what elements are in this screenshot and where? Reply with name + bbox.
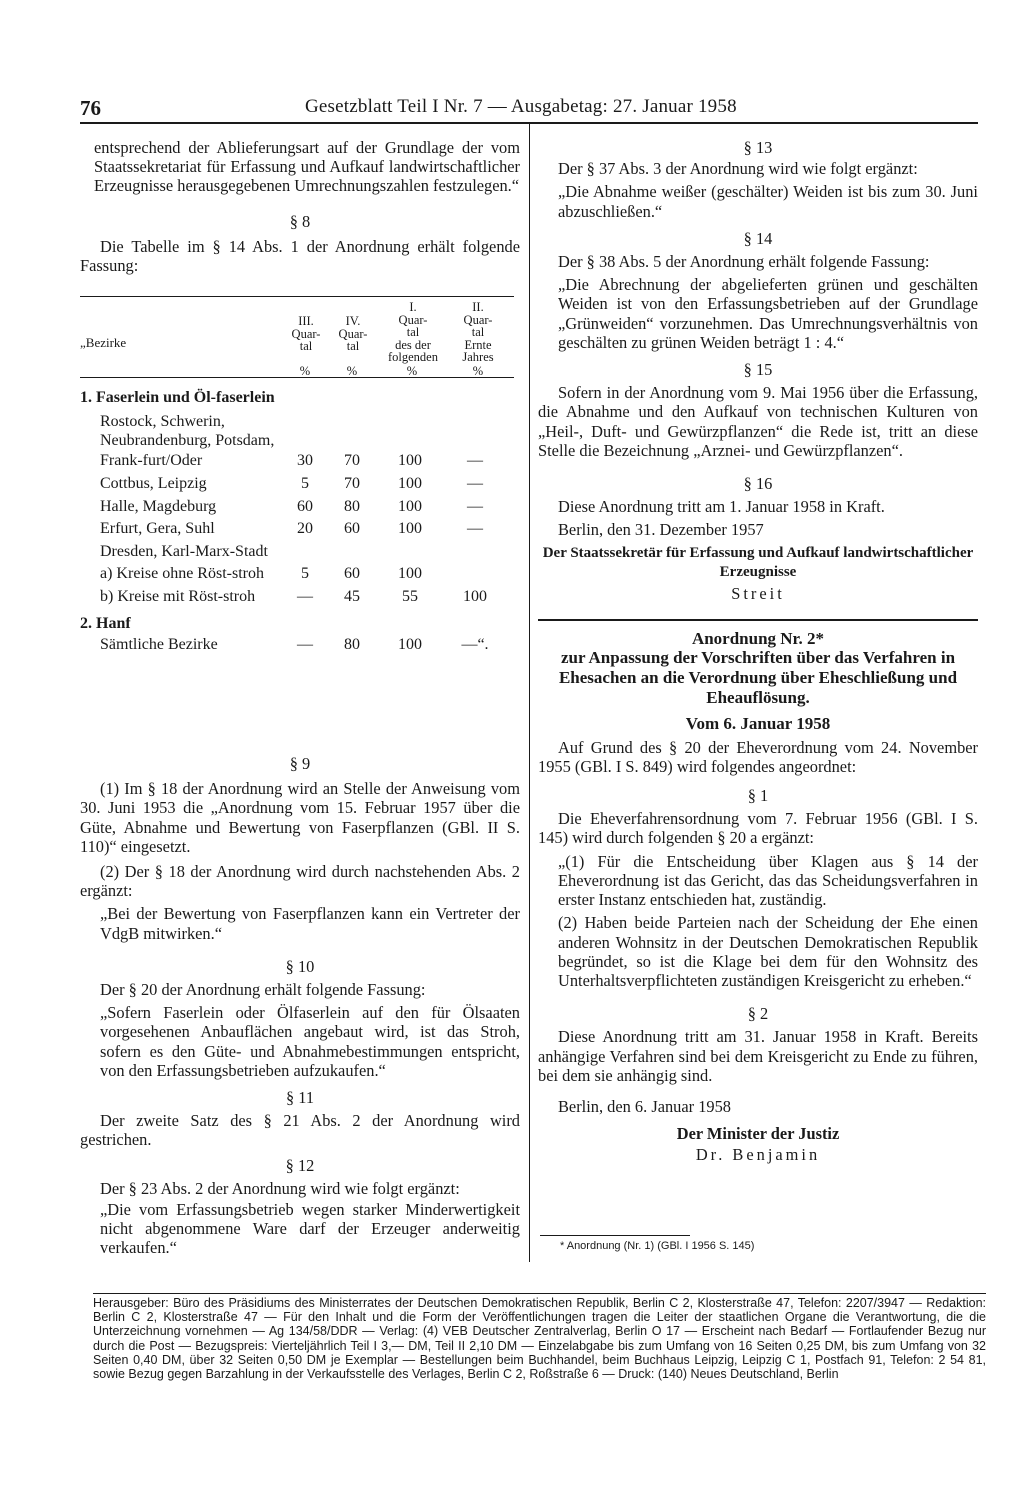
quoted-text: „Die vom Erfassungsbetrieb wegen starker Minderwertigkeit nicht abgenommene Ware darf der Erzeuger anderweitig verkaufen.“ [100,1200,520,1258]
quoted-text: „Sofern Faserlein oder Ölfaserlein auf den für Ölsaaten vorgesehenen Anbauflächen angebaut wird, ist das Stroh, sofern es den Güte- und Abnahmebestimmungen entspricht, von den Erfassungsbetrieben aufzukaufen.“ [100,1003,520,1080]
ordinance-date: Vom 6. Januar 1958 [685,714,831,734]
signature-name: Dr. Benjamin [695,1145,821,1165]
page-number: 76 [80,96,101,120]
section-text: Die Eheverfahrensordnung vom 7. Februar 1956 (GBl. I S. 145) wird durch folgenden § 20 a ergänzt: [538,809,978,848]
header-title: Gesetzblatt Teil I Nr. 7 — Ausgabetag: 27. Januar 1958 [305,96,737,117]
table-row: Erfurt, Gera, Suhl 20 60 100 — [100,520,483,537]
section-heading: § 2 [747,1004,769,1024]
table-row: Sämtliche Bezirke — 80 100 —“. [100,635,489,653]
table-row: Halle, Magdeburg 60 80 100 — [100,497,483,515]
intro-paragraph: entsprechend der Ablieferungsart auf der Grundlage der vom Staatssekretariat für Erfassung und Aufkauf landwirtschaftlicher Erzeugnisse herausgegebenen Umrechnungszahlen festzulegen.“ [94,138,520,196]
quota-table [80,296,514,654]
section-heading: § 10 [285,956,315,976]
section-heading: § 13 [743,138,773,157]
section-heading: § 15 [743,360,773,380]
right-column [538,138,978,1165]
section-text: Der § 20 der Anordnung erhält folgende Fassung: [100,980,426,1000]
date-line: Berlin, den 6. Januar 1958 [558,1096,731,1116]
left-column [80,138,520,275]
unit-label: % [346,364,358,378]
table-row: Rostock, Schwerin, Neubrandenburg, Potsdam, Frank-furt/Oder 30 70 100 — [100,412,483,469]
section-text: Diese Anordnung tritt am 31. Januar 1958 in Kraft. Bereits anhängige Verfahren sind bei dem Kreisgericht zu Ende zu führen, bei dem sie anhängig sind. [538,1027,978,1085]
table-row: b) Kreise mit Röst-stroh — 45 55 100 [100,587,487,605]
section-heading: § 16 [743,474,773,494]
section-text: Der § 37 Abs. 3 der Anordnung wird wie folgt ergänzt: [558,159,918,179]
section-heading: § 1 [747,786,769,806]
section-text: Der § 38 Abs. 5 der Anordnung erhält folgende Fassung: [558,252,930,272]
section-heading: § 12 [285,1155,315,1175]
table-group-title: 2. Hanf [80,615,131,632]
section-heading: § 14 [743,228,773,248]
unit-label: % [472,364,484,378]
col-header-q3: III. Quar- tal [291,314,321,353]
unit-label: % [299,364,311,378]
table-row: Cottbus, Leipzig 5 70 100 — [100,475,483,492]
section-text: Der zweite Satz des § 21 Abs. 2 der Anordnung wird gestrichen. [80,1111,520,1150]
section-text: Sofern in der Anordnung vom 9. Mai 1956 über die Erfassung, die Abnahme und den Aufkauf von technischen Kulturen von „Heil-, Duft- und Gewürzpflanzen“ die Rede ist, tritt an diese Stelle die Bezeichnung „Arznei- und Gewürzpflanzen“. [538,383,978,460]
col-header-q2: II. Quar- tal Ernte Jahres [462,300,494,364]
col-header-bezirke: „Bezirke [80,335,127,350]
section-text: (2) Der § 18 der Anordnung wird durch nachstehenden Abs. 2 ergänzt: [80,862,520,901]
column-divider [529,124,530,1262]
ordinance-title: Anordnung Nr. 2* [691,629,825,649]
footnote-rule [540,1235,690,1236]
ordinance-intro: Auf Grund des § 20 der Eheverordnung vom 24. November 1955 (GBl. I S. 849) wird folgendes angeordnet: [538,737,978,776]
table-row: a) Kreise ohne Röst-stroh 5 60 100 [100,565,422,582]
section-text: Die Tabelle im § 14 Abs. 1 der Anordnung erhält folgende Fassung: [80,236,520,276]
page-header [80,96,978,124]
separator-rule [538,619,978,621]
left-column-lower [80,754,520,1258]
table-group-title: 1. Faserlein und Öl-faserlein [80,389,275,406]
signature-title: Der Staatssekretär für Erfassung und Aufkauf landwirtschaftlicher Erzeugnisse [542,544,974,580]
date-line: Berlin, den 31. Dezember 1957 [558,520,764,540]
quoted-text: (2) Haben beide Parteien nach der Scheidung der Ehe einen anderen Wohnsitz in der Deutschen Demokratischen Republik begründet, so ist die Klage bei dem für den Wohnsitz des Unterhaltsverpflichteten zuständigen Kreisgericht zu erheben.“ [558,913,978,990]
unit-label: % [406,364,418,378]
ordinance-subtitle: zur Anpassung der Vorschriften über das Verfahren in Ehesachen an die Verordnung über Eheschließung und Eheauflösung. [558,648,958,708]
col-header-q4: IV. Quar- tal [338,314,368,353]
quoted-text: „Bei der Bewertung von Faserpflanzen kann ein Vertreter der VdgB mitwirken.“ [100,904,520,943]
col-header-q1: I. Quar- tal des der folgenden [388,300,438,364]
section-text: Der § 23 Abs. 2 der Anordnung wird wie folgt ergänzt: [100,1178,460,1198]
quoted-text: „Die Abnahme weißer (geschälter) Weiden ist bis zum 30. Juni abzuschließen.“ [558,182,978,221]
section-text: Diese Anordnung tritt am 1. Januar 1958 in Kraft. [558,497,885,517]
signature-name: Streit [731,584,785,604]
table-row: Dresden, Karl-Marx-Stadt [100,542,268,560]
footnote: * Anordnung (Nr. 1) (GBl. I 1956 S. 145) [560,1240,755,1252]
section-text: (1) Im § 18 der Anordnung wird an Stelle der Anweisung vom 30. Juni 1953 die „Anordnung vom 15. Februar 1957 über die Güte, Abnahme und Bewertung von Faserpflanzen (GBl. II S. 110)“ eingesetzt. [80,779,520,856]
table-header [80,296,514,378]
section-heading: § 9 [289,754,311,773]
signature-title: Der Minister der Justiz [676,1124,840,1144]
section-heading: § 11 [285,1088,315,1108]
section-heading: § 8 [289,211,311,231]
quoted-text: „Die Abrechnung der abgelieferten grünen und geschälten Weiden ist von den Erfassungsbetrieben auf der Grundlage „Grünweiden“ vorzunehmen. Das Umrechnungsverhältnis von geschälten zu grünen Weiden beträgt 1 : 4.“ [558,275,978,352]
imprint: Herausgeber: Büro des Präsidiums des Ministerrates der Deutschen Demokratischen Republik, Berlin C 2, Klosterstraße 47, Telefon: 2207/3947 — Redaktion: Berlin C 2, Klosterstraße 47 — Für den Inhalt und die Form der Veröffentlichungen tragen die Leiter der staatlichen Organe die Verantwortung, die die Unterzeichnung vornehmen — Ag 134/58/DDR — Verlag: (4) VEB Deutscher Zentralverlag, Berlin O 17 — Erscheint nach Bedarf — Fortlaufender Bezug nur durch die Post — Bezugspreis: Vierteljährlich Teil I 3,— DM, Teil II 2,10 DM — Einzelabgabe bis zum Umfang von 16 Seiten 0,25 DM, bis zum Umfang von 32 Seiten 0,40 DM, über 32 Seiten 0,50 DM je Exemplar — Bestellungen beim Buchhandel, beim Buchhaus Leipzig, Leipzig C 1, Postfach 91, Telefon: 2 54 81, sowie Bezug gegen Barzahlung in der Verkaufsstelle des Verlages, Berlin C 2, Roßstraße 6 — Druck: (140) Neues Deutschland, Berlin [93,1293,986,1381]
quoted-text: „(1) Für die Entscheidung über Klagen aus § 14 der Eheverordnung ist das Gericht, das das Scheidungsverfahren in erster Instanz entschieden hat, zuständig. [558,851,978,910]
